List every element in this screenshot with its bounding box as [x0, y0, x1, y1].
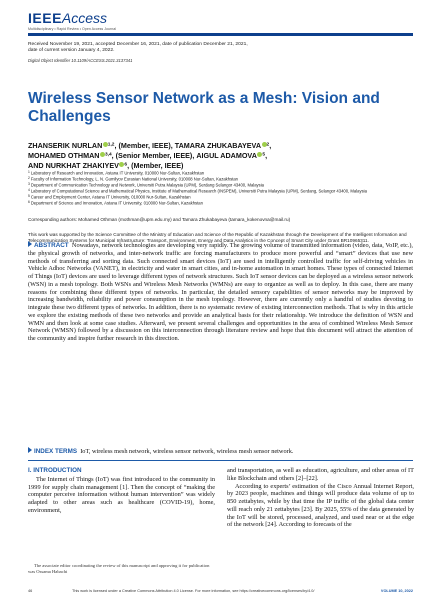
author-role: , [265, 150, 268, 160]
affiliation-sup: 6 [28, 200, 30, 204]
corresponding-authors: Corresponding authors: Mohamed Othman (mothman@upm.edu.my) and Tamara Zhukabayeva (tamara_kokenovna@mail.ru) [28, 217, 291, 222]
index-terms [28, 447, 413, 456]
dates-line-2: date of current version January 4, 2022. [28, 48, 115, 54]
left-column [28, 467, 215, 515]
volume-label: VOLUME 10, 2022 [380, 589, 413, 593]
author-affil-sup: 6 [124, 162, 128, 167]
affiliation-text: Career and Employment Center, Astana IT University, 010000 Nur-Sultan, Kazakhstan [30, 194, 191, 200]
affiliation-text: Laboratory of Research and Innovation, Astana IT University, 010000 Nur-Sultan, Kazakhstan [30, 170, 205, 176]
author-1 [28, 141, 175, 150]
affiliation-text: Department of Communication Technology and Network, Universiti Putra Malaysia (UPM), Serdang Selangor 43400, Malaysia [30, 182, 264, 188]
author-5 [28, 161, 183, 170]
journal-tagline: Multidisciplinary • Rapid Review • Open Access Journal [28, 27, 117, 31]
page-number: 46 [28, 589, 33, 593]
abstract-label: ABSTRACT [34, 242, 69, 249]
affiliation-sup: 1 [28, 170, 30, 174]
affiliation-sup: 3 [28, 182, 30, 186]
affiliation-sup: 4 [28, 188, 30, 192]
author-name: ZHANSERIK NURLAN [28, 140, 103, 150]
author-affil-sup: 3,4 [104, 152, 112, 157]
affiliation-list [28, 170, 413, 206]
section-heading: I. INTRODUCTION [28, 467, 82, 474]
dates-line-1: Received November 19, 2021, accepted December 16, 2021, date of publication December 21, 2021, [28, 42, 248, 47]
index-terms-text: IoT, wireless mesh network, wireless sensor network, wireless mesh sensor network. [80, 448, 294, 455]
journal-logo-access: Access [61, 10, 108, 26]
right-column [227, 467, 414, 529]
affiliation [28, 200, 413, 206]
affiliation-text: Laboratory of Computational Science and Mathematical Physics, Institute of Mathematical Research (INSPEM), Universiti Putra Malaysia (UPM), Serdang, Selangor 43400, Malaysia [30, 188, 367, 194]
triangle-marker-icon [28, 241, 32, 247]
editor-note [28, 563, 215, 575]
abstract [28, 241, 413, 343]
author-role: , (Member, IEEE), [114, 140, 175, 150]
author-name: AIGUL ADAMOVA [196, 150, 257, 160]
header-rule [28, 33, 413, 36]
doi: Digital Object Identifier 10.1109/ACCESS.2021.3137341 [28, 58, 133, 63]
affiliation-sup: 5 [28, 194, 30, 198]
author-name: TAMARA ZHUKABAYEVA [174, 140, 262, 150]
page-footer [28, 589, 413, 597]
author-4 [196, 151, 267, 160]
funding-statement: This work was supported by the Science Committee of the Ministry of Education and Science of the Republic of Kazakhstan through the Development of the Intelligent Information and Telecommunication Systems for Municipal Infrastructure: Transport, Environment, Energy and Data Analytics in the Concept of Smart City under Grant BR10965311. [28, 232, 407, 244]
author-affil-sup: 2 [266, 142, 270, 147]
author-name: MOHAMED OTHMAN [28, 150, 100, 160]
journal-logo-ieee: IEEE [28, 10, 62, 26]
author-name: AND NURKHAT ZHAKIYEV [28, 160, 119, 170]
editor-note-text: The associate editor coordinating the review of this manuscript and approving it for publication was Ossama Habachi [28, 563, 210, 574]
abstract-text: Nowadays, network technologies are developing very rapidly. The growing volume of transmitted information (video, data, VoIP, etc.), the physical growth of networks, and inter-network traffic are forcing manufacturers to produce more powerful and “smart” devices that use new methods of transferring and sorting data. Such connected smart devices (IoT) are used in intelligently controlled traffic for self-driving vehicles in Vehicle Adhoc Networks (VANET), in electricity and water in smart cities, and in-home automation in smart homes. These types of connected Internet of Things (IoT) devices are used to leverage different types of network structures. Such IoT sensor devices can be deployed as a wireless sensor network (WSN) in a mesh topology. Both WSNs and Wireless Mesh Networks (WMNs) are easy to organize as well as to deploy. In this case, there are many reasons for combining these different types of networks. In particular, the detailed sensory capabilities of sensor networks may be improved by increasing bandwidth, reliability and power consumption in the mesh topology. However, there are currently only a handful of studies devoting to integrate these two different types of networks. In addition, there is no systematic review of existing interconnection methods. That is why in this article we explore the existing methods of these two networks and provide an analytical basis for their relationship. We introduce the definition of WSN and WMN and then look at some case studies. Afterward, we present several challenges and opportunities in the area of combined Wireless Mesh Sensor Network (WMSN) followed by a discussion on this interconnection through literature review and hope that this document will attract the attention of the community and inspire further research in this direction. [28, 242, 413, 342]
intro-paragraph-1-cont: and transportation, as well as education, agriculture, and other areas of IT like Blockchain and others [2]–[22]. [227, 467, 414, 482]
paper-title: Wireless Sensor Network as a Mesh: Vision and Challenges [28, 90, 380, 125]
journal-logo [28, 10, 107, 26]
index-terms-label: INDEX TERMS [34, 448, 78, 455]
author-3 [28, 151, 196, 160]
intro-paragraph-1: The Internet of Things (IoT) was first introduced to the community in 1999 for supply chain management [1]. Then the concept of “making the computer perceive information without human intervention” was widely adapted to other areas such as healthcare (COVID-19), home, environment, [28, 475, 215, 514]
author-2 [175, 141, 271, 150]
intro-paragraph-2: According to experts’ estimation of the Cisco Annual Internet Report, by 2023 people, machines and things will produce data volume of up to 850 zettabytes, while by that time the IP traffic of the global data center will reach only 21 zettabytes [23]. By 2025, 55% of the data generated by the IoT will be stored, processed, analyzed, and used near or at the edge of the network [24]. According to forecasts of the [227, 482, 414, 529]
triangle-marker-icon [28, 447, 32, 453]
affiliation-text: Faculty of Information Technology, L. N. Gumilyov Eurasian National University, 010008 Nur-Sultan, Kazakhstan [30, 176, 238, 182]
author-list [28, 140, 413, 170]
author-role: , (Senior Member, IEEE), [111, 150, 197, 160]
publication-dates [28, 42, 413, 54]
section-divider [28, 460, 413, 461]
author-affil-sup: 1,2 [107, 142, 115, 147]
affiliation-text: Department of Science and Innovation, Astana IT University, 010000 Nur-Sultan, Kazakhstan [30, 200, 203, 206]
affiliation-sup: 2 [28, 176, 30, 180]
author-role: , (Member, IEEE) [127, 160, 184, 170]
license-text[interactable]: This work is licensed under a Creative Commons Attribution 4.0 License. For more information, see https://creativecommons.org/licenses/by/4.0/ [72, 589, 315, 593]
author-role: , [269, 140, 272, 150]
author-affil-sup: 5 [262, 152, 266, 157]
